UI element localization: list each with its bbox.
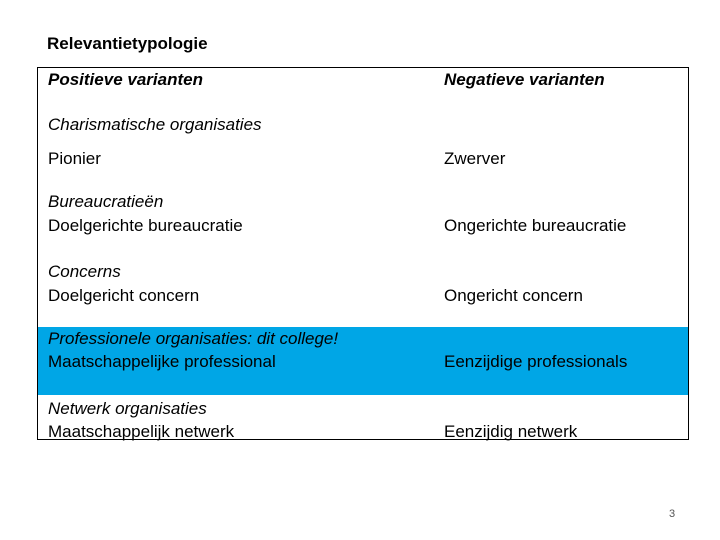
positive-pionier: Pionier [48,149,101,168]
positive-maatschappelijke-professional: Maatschappelijke professional [48,352,276,371]
category-bureaucracies: Bureaucratieën [48,192,164,211]
positive-doelgericht-concern: Doelgericht concern [48,286,200,305]
negative-eenzijdig-netwerk: Eenzijdig netwerk [444,422,578,441]
negative-ongericht-concern: Ongericht concern [444,286,583,305]
header-negative: Negatieve varianten [444,70,605,89]
positive-maatschappelijk-netwerk: Maatschappelijk netwerk [48,422,235,441]
category-professional: Professionele organisaties: dit college! [48,329,339,348]
page-number: 3 [669,508,676,520]
category-concerns: Concerns [48,262,121,281]
negative-ongerichte-bureaucratie: Ongerichte bureaucratie [444,216,627,235]
category-network: Netwerk organisaties [48,399,207,418]
category-charismatic: Charismatische organisaties [48,115,262,134]
negative-eenzijdige-professionals: Eenzijdige professionals [444,352,628,371]
negative-zwerver: Zwerver [444,149,506,168]
positive-doelgerichte-bureaucratie: Doelgerichte bureaucratie [48,216,243,235]
slide-title: Relevantietypologie [47,34,208,53]
typology-table [37,67,689,440]
header-positive: Positieve varianten [48,70,203,89]
